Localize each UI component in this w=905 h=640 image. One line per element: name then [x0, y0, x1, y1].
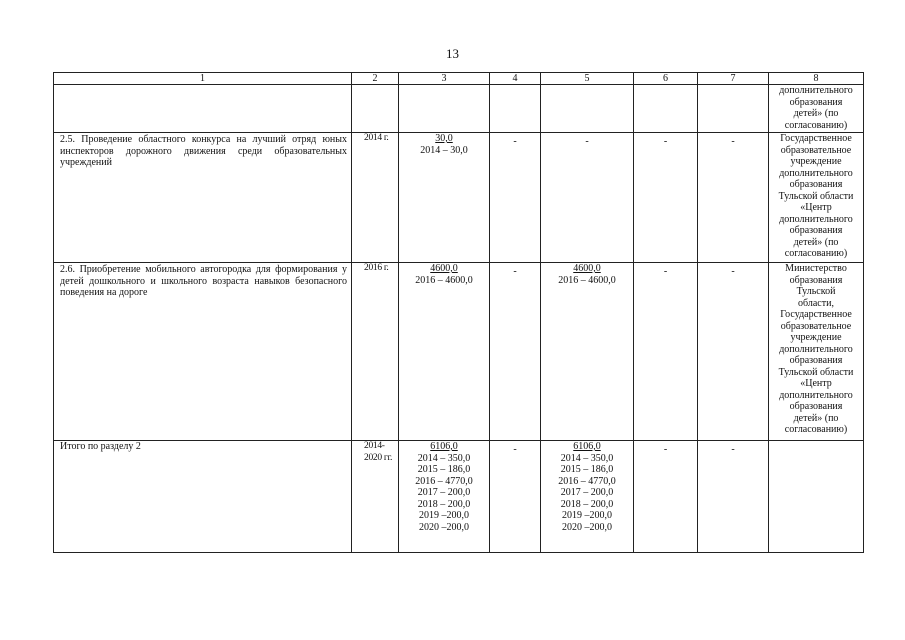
funding-year: 2018 – 200,0 [560, 498, 614, 510]
column-header: 8 [769, 73, 864, 85]
local-funding-cell [634, 441, 698, 553]
period-cell: 2016 г. [352, 263, 399, 441]
funding-total: 4600,0 [430, 263, 458, 274]
executor-line: согласованию) [784, 424, 848, 435]
funding-year: 2014 – 350,0 [560, 452, 614, 464]
executor-line: Тульской области [778, 366, 854, 378]
executor-line: образования [789, 401, 843, 412]
other-funding-cell [698, 85, 769, 133]
executor-line: области, [798, 297, 834, 309]
program-table [53, 72, 864, 553]
local-funding-cell [634, 85, 698, 133]
executor-line: учреждение [790, 156, 842, 167]
total-funding-cell [399, 441, 490, 553]
dash: - [663, 266, 668, 277]
funding-year: 2016 – 4600,0 [415, 274, 473, 286]
federal-funding-cell [490, 263, 541, 441]
page-number: 13 [446, 46, 459, 61]
federal-funding-cell [490, 133, 541, 263]
funding-total: 6106,0 [430, 441, 458, 452]
executor-cell [769, 263, 864, 441]
federal-funding-cell [490, 441, 541, 553]
measure-name-cell: 2.5. Проведение областного конкурса на лучший отряд юных инспекторов дорожного движения среди образовательных учреждений [54, 133, 352, 263]
funding-total: 6106,0 [573, 441, 601, 452]
executor-cell [769, 133, 864, 263]
funding-year: 2015 – 186,0 [417, 464, 471, 475]
executor-line: Министерство [785, 263, 847, 274]
executor-line: Государственное [780, 309, 852, 320]
funding-year: 2018 – 200,0 [417, 498, 471, 510]
executor-cell [769, 85, 864, 133]
table-row [54, 85, 864, 133]
period-cell [352, 85, 399, 133]
executor-line: Тульской [796, 286, 836, 297]
column-header: 3 [399, 73, 490, 85]
executor-line: учреждение [790, 332, 842, 343]
table-row [54, 263, 864, 441]
measure-name-cell: 2.6. Приобретение мобильного автогородка для формирования у детей дошкольного и школьного возраста навыков безопасного поведения на дороге [54, 263, 352, 441]
regional-funding-cell [541, 85, 634, 133]
executor-line: дополнительного [779, 85, 853, 96]
executor-line: образования [789, 179, 843, 190]
period-cell: 2014 г. [352, 133, 399, 263]
executor-cell [769, 441, 864, 553]
regional-funding-cell [541, 263, 634, 441]
executor-line: образования [789, 355, 843, 366]
funding-year: 2014 – 350,0 [417, 452, 471, 464]
total-funding-cell [399, 85, 490, 133]
funding-year: 2020 –200,0 [419, 521, 469, 533]
table-header-row [54, 73, 864, 85]
funding-year: 2017 – 200,0 [560, 487, 614, 498]
table-row [54, 441, 864, 553]
dash: - [513, 444, 517, 455]
funding-year: 2016 – 4600,0 [558, 274, 616, 286]
executor-line: образования [789, 274, 843, 286]
local-funding-cell [634, 133, 698, 263]
executor-line: дополнительного [779, 343, 853, 355]
dash: - [731, 444, 735, 455]
measure-name-cell: Итого по разделу 2 [54, 441, 352, 553]
dash: - [513, 136, 517, 147]
dash: - [585, 136, 589, 147]
column-header: 7 [698, 73, 769, 85]
executor-line: дополнительного [779, 389, 853, 401]
period-cell: 2014-2020 гг. [352, 441, 399, 553]
funding-year: 2016 – 4770,0 [415, 475, 473, 487]
executor-line: образования [789, 225, 843, 236]
executor-line: детей» (по [793, 108, 839, 119]
executor-line: дополнительного [779, 167, 853, 179]
column-header: 6 [634, 73, 698, 85]
executor-line: детей» (по [793, 412, 839, 424]
executor-line: дополнительного [779, 213, 853, 225]
federal-funding-cell [490, 85, 541, 133]
funding-total: 4600,0 [573, 263, 601, 274]
dash: - [663, 444, 668, 455]
executor-line: согласованию) [784, 248, 848, 259]
other-funding-cell [698, 263, 769, 441]
executor-line: образовательное [780, 144, 852, 156]
local-funding-cell [634, 263, 698, 441]
funding-year: 2020 –200,0 [562, 521, 612, 533]
column-header: 5 [541, 73, 634, 85]
dash: - [513, 266, 517, 277]
column-header: 4 [490, 73, 541, 85]
column-header: 2 [352, 73, 399, 85]
executor-line: согласованию) [784, 119, 848, 131]
total-funding-cell [399, 263, 490, 441]
executor-line: «Центр [800, 202, 832, 213]
dash: - [731, 136, 735, 147]
measure-name-cell [54, 85, 352, 133]
funding-year: 2019 –200,0 [419, 510, 469, 521]
executor-line: детей» (по [793, 236, 839, 248]
executor-line: образовательное [780, 320, 852, 332]
executor-line: «Центр [800, 378, 832, 389]
funding-year: 2017 – 200,0 [417, 487, 471, 498]
regional-funding-cell [541, 133, 634, 263]
other-funding-cell [698, 441, 769, 553]
funding-year: 2014 – 30,0 [420, 144, 468, 156]
funding-year: 2015 – 186,0 [560, 464, 614, 475]
dash: - [731, 266, 735, 277]
executor-line: Государственное [780, 133, 852, 144]
funding-year: 2019 –200,0 [562, 510, 612, 521]
funding-year: 2016 – 4770,0 [558, 475, 616, 487]
executor-line: Тульской области [778, 190, 854, 202]
executor-line: образования [789, 96, 843, 108]
other-funding-cell [698, 133, 769, 263]
total-funding-cell [399, 133, 490, 263]
table-row [54, 133, 864, 263]
column-header: 1 [54, 73, 352, 85]
dash: - [663, 136, 668, 147]
funding-total: 30,0 [435, 133, 453, 144]
regional-funding-cell [541, 441, 634, 553]
